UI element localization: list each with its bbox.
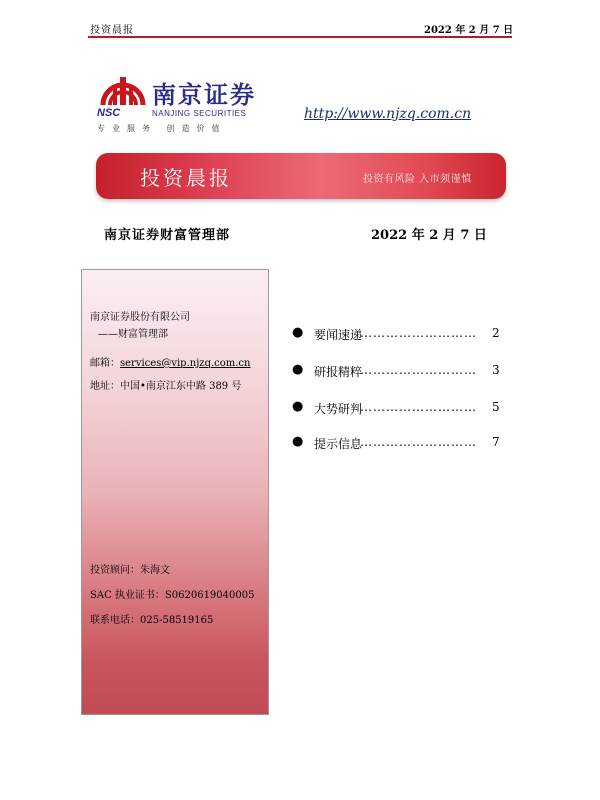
report-date: 2022 年 2 月 7 日 [371, 228, 487, 243]
company-logo [97, 71, 287, 133]
website-link[interactable]: http://www.njzq.com.cn [304, 106, 472, 122]
logo-slogan: 专业服务 创造价值 [97, 124, 227, 133]
running-header-title: 投资晨报 [90, 25, 134, 36]
logo-chinese-name: 南京证券 [152, 80, 256, 109]
logo-english-name: NANJING SECURITIES [152, 109, 247, 118]
email-label: 邮箱： [90, 358, 120, 369]
bullet-icon: ● [292, 325, 304, 340]
toc-label: 大势研判 [314, 402, 363, 416]
toc-leader: ……………………… [360, 435, 477, 449]
toc-leader: ……………………… [360, 400, 477, 414]
bullet-icon: ● [292, 434, 304, 449]
bullet-icon: ● [292, 399, 304, 414]
department-name: 南京证券财富管理部 [104, 228, 231, 243]
banner-title: 投资晨报 [140, 166, 232, 190]
title-banner [96, 153, 506, 199]
logo-emblem-icon [99, 71, 147, 107]
logo-abbreviation: NSC [97, 107, 121, 119]
address-line: 地址：中国•南京江东中路 389 号 [90, 381, 242, 392]
toc-page: 2 [492, 326, 500, 340]
advisor-line: 投资顾问：朱海文 [90, 565, 170, 576]
toc-label: 提示信息 [314, 437, 363, 451]
division-name: ——财富管理部 [98, 329, 168, 340]
header-rule [88, 36, 512, 38]
email-link[interactable]: services@vip.njzq.com.cn [120, 358, 251, 369]
toc-label: 研报精粹 [314, 365, 363, 379]
banner-risk-warning: 投资有风险 入市须谨慎 [363, 174, 472, 185]
contact-sidebar [81, 269, 269, 715]
company-name: 南京证券股份有限公司 [90, 312, 190, 323]
email-line [90, 354, 250, 369]
toc-label: 要闻速递 [314, 328, 363, 342]
phone-line: 联系电话：025-58519165 [90, 615, 214, 626]
toc-page: 7 [492, 435, 500, 449]
toc-leader: ……………………… [360, 363, 477, 377]
running-header-date: 2022 年 2 月 7 日 [424, 25, 514, 36]
toc-page: 3 [492, 363, 500, 377]
sac-certificate-line: SAC 执业证书：S0620619040005 [90, 590, 255, 601]
bullet-icon: ● [292, 362, 304, 377]
toc-page: 5 [492, 400, 500, 414]
toc-leader: ……………………… [360, 326, 477, 340]
